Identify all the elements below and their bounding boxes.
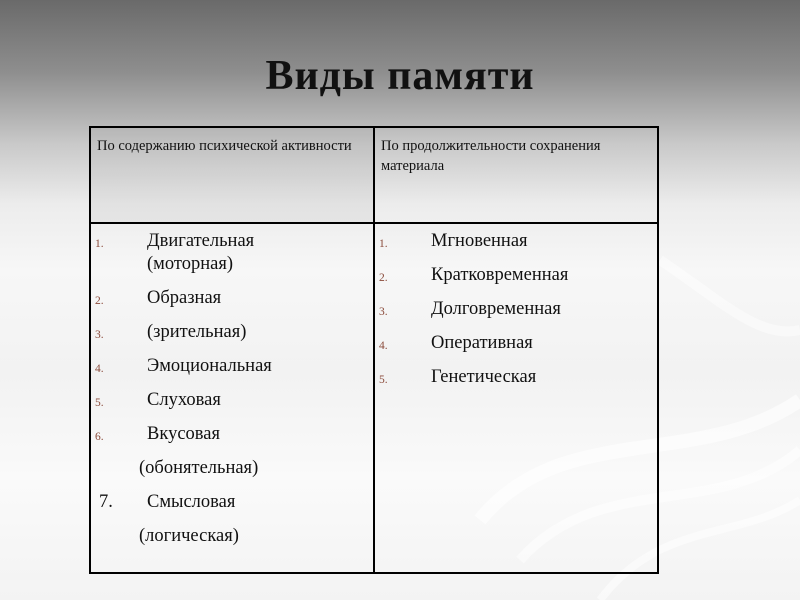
list-text: Долговременная: [431, 299, 561, 319]
list-text: (обонятельная): [139, 458, 259, 478]
header-duration: По продолжительности сохранения материала: [375, 128, 657, 224]
list-number: 1.: [379, 238, 388, 250]
list-text: Мгновенная: [431, 231, 528, 251]
list-item: [91, 230, 373, 276]
list-text: Образная: [147, 288, 222, 308]
list-item: [91, 287, 373, 310]
list-text: Оперативная: [431, 333, 533, 353]
list-text: Кратковременная: [431, 265, 569, 285]
list-item: [91, 355, 373, 378]
list-item: [375, 298, 657, 321]
column-duration: [375, 224, 657, 572]
header-content-activity: По содержанию психической активности: [91, 128, 375, 224]
list-item: [91, 321, 373, 344]
list-text: Смысловая: [147, 492, 236, 512]
list-content-activity: [91, 230, 373, 548]
list-item: [375, 332, 657, 355]
list-item: [375, 366, 657, 389]
list-number: 4.: [95, 363, 104, 375]
slide-title: Виды памяти: [265, 53, 535, 99]
list-number: 4.: [379, 340, 388, 352]
list-text: (зрительная): [147, 322, 247, 342]
list-item: [91, 457, 373, 480]
list-number: 5.: [379, 374, 388, 386]
list-text: Эмоциональная: [147, 356, 272, 376]
list-item: [91, 423, 373, 446]
list-number: 3.: [95, 329, 104, 341]
list-text: Слуховая: [147, 390, 221, 410]
list-item: [91, 389, 373, 412]
list-number: 3.: [379, 306, 388, 318]
memory-types-table: [89, 126, 659, 574]
list-number: 6.: [95, 431, 104, 443]
list-duration: [375, 230, 657, 389]
column-content-activity: [91, 224, 375, 572]
list-number: 7.: [99, 492, 113, 512]
list-item: [375, 264, 657, 287]
list-number: 1.: [95, 238, 104, 250]
list-number: 2.: [379, 272, 388, 284]
list-item: [91, 525, 373, 548]
list-text: Двигательная (моторная): [147, 231, 255, 274]
list-item: [375, 230, 657, 253]
list-text: Вкусовая: [147, 424, 220, 444]
list-item: [91, 491, 373, 514]
list-text: Генетическая: [431, 367, 537, 387]
list-number: 2.: [95, 295, 104, 307]
list-text: (логическая): [139, 526, 239, 546]
list-number: 5.: [95, 397, 104, 409]
